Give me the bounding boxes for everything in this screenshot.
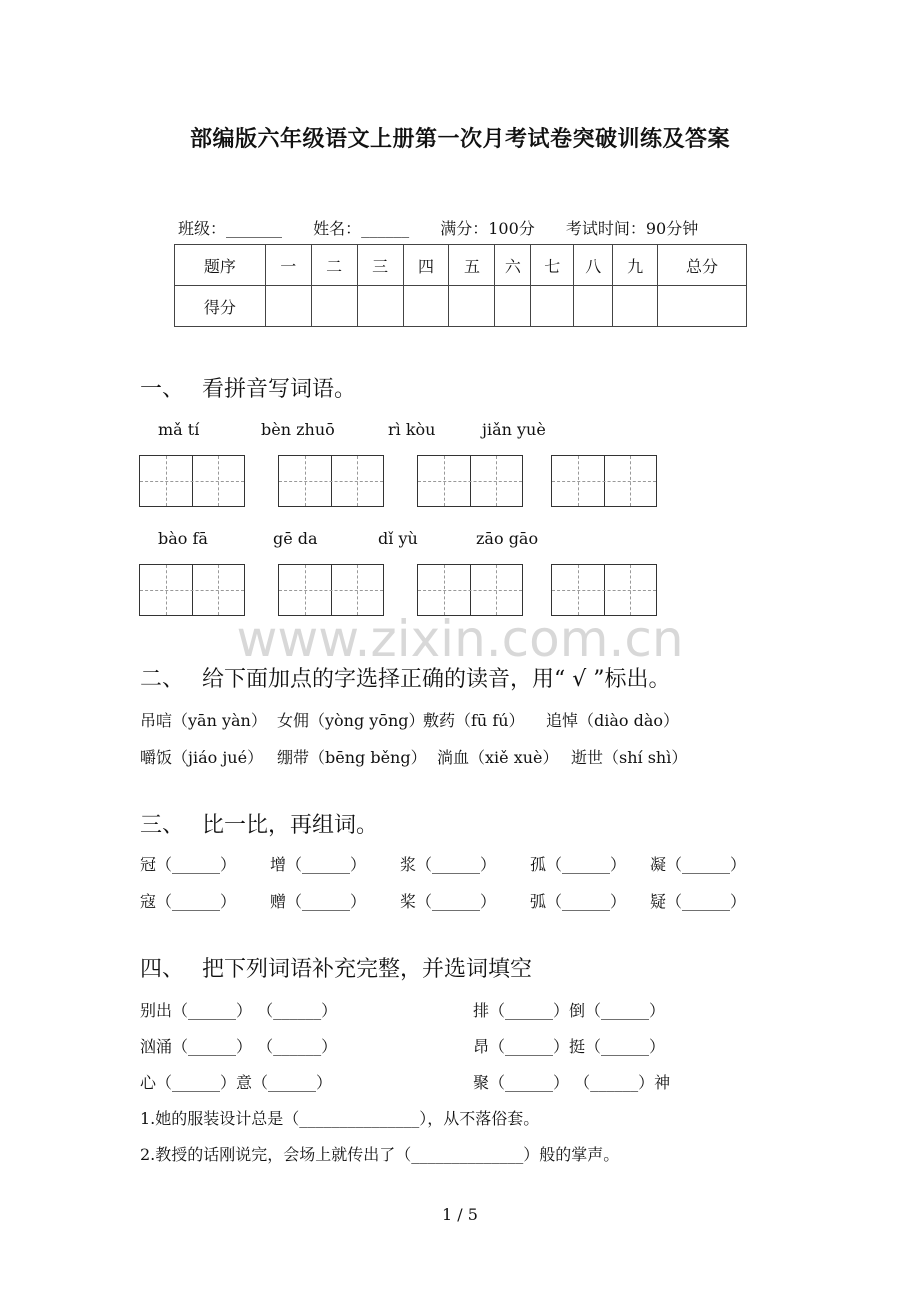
word-item[interactable]: 增（______）	[270, 855, 367, 874]
writing-grid[interactable]	[139, 564, 245, 616]
table-cell: 总分	[658, 245, 747, 286]
pinyin-label: dǐ yù	[378, 529, 418, 548]
page-title: 部编版六年级语文上册第一次月考试卷突破训练及答案	[189, 126, 730, 152]
idiom-item[interactable]: 心（______）意（______）	[140, 1073, 333, 1092]
word-item[interactable]: 疑（______）	[650, 892, 747, 911]
writing-grid[interactable]	[278, 564, 384, 616]
fill-question[interactable]: 2.教授的话刚说完，会场上就传出了（______________）般的掌声。	[140, 1145, 620, 1164]
pinyin-label: bào fā	[158, 529, 208, 548]
score-cell[interactable]	[403, 286, 449, 327]
score-cell[interactable]	[495, 286, 531, 327]
reading-item[interactable]: 绷带（bēng běng）	[277, 748, 427, 767]
section-4-heading	[140, 952, 532, 983]
word-item[interactable]: 桨（______）	[400, 892, 497, 911]
score-cell[interactable]	[574, 286, 613, 327]
word-item[interactable]: 赠（______）	[270, 892, 367, 911]
section-3-heading	[140, 808, 378, 839]
pinyin-label: bèn zhuō	[261, 420, 335, 439]
reading-item[interactable]: 追悼（diào dào）	[546, 711, 680, 730]
reading-row	[140, 708, 679, 731]
pinyin-label: zāo gāo	[476, 529, 539, 548]
reading-row	[140, 745, 687, 768]
pinyin-label: rì kòu	[388, 420, 436, 439]
table-cell: 四	[403, 245, 449, 286]
table-cell: 七	[531, 245, 574, 286]
reading-item[interactable]: 逝世（shí shì）	[571, 748, 688, 767]
idiom-item[interactable]: 汹涌（______） （______）	[140, 1037, 338, 1056]
section-number: 三、	[140, 813, 185, 838]
section-1-heading	[140, 372, 356, 403]
word-item[interactable]: 凝（______）	[650, 855, 747, 874]
table-cell: 九	[613, 245, 658, 286]
section-title: 比一比，再组词。	[202, 813, 379, 838]
writing-grid[interactable]	[417, 564, 523, 616]
table-cell: 三	[357, 245, 403, 286]
score-cell[interactable]	[357, 286, 403, 327]
word-item[interactable]: 寇（______）	[140, 892, 237, 911]
score-table-score-row	[175, 286, 747, 327]
table-cell: 题序	[175, 245, 266, 286]
table-cell: 六	[495, 245, 531, 286]
section-title: 把下列词语补充完整，并选词填空	[202, 957, 533, 982]
word-row	[140, 889, 746, 912]
reading-item[interactable]: 吊唁（yān yàn）	[140, 711, 267, 730]
writing-grid[interactable]	[417, 455, 523, 507]
writing-grid[interactable]	[278, 455, 384, 507]
score-cell[interactable]	[265, 286, 311, 327]
section-title: 给下面加点的字选择正确的读音，用“ √ ”标出。	[202, 667, 671, 692]
section-2-heading	[140, 662, 671, 693]
page-number: 1 / 5	[442, 1205, 478, 1224]
reading-item[interactable]: 女佣（yòng yōng）	[277, 711, 425, 730]
idiom-item[interactable]: 昂（______）挺（______）	[473, 1037, 666, 1056]
class-field: 班级：_______	[178, 219, 283, 238]
exam-info	[178, 216, 698, 239]
idiom-item[interactable]: 别出（______） （______）	[140, 1001, 338, 1020]
table-cell: 一	[265, 245, 311, 286]
reading-item[interactable]: 淌血（xiě xuè）	[437, 748, 559, 767]
fill-question[interactable]: 1.她的服装设计总是（_______________），从不落俗套。	[140, 1109, 540, 1128]
reading-item[interactable]: 敷药（fū fú）	[423, 711, 525, 730]
word-item[interactable]: 冠（______）	[140, 855, 237, 874]
word-row	[140, 852, 746, 875]
section-number: 二、	[140, 667, 185, 692]
section-number: 一、	[140, 377, 185, 402]
word-item[interactable]: 孤（______）	[530, 855, 627, 874]
table-cell: 二	[311, 245, 357, 286]
score-table	[174, 244, 747, 327]
score-cell[interactable]	[311, 286, 357, 327]
section-number: 四、	[140, 957, 185, 982]
writing-grid[interactable]	[551, 564, 657, 616]
score-cell[interactable]	[658, 286, 747, 327]
writing-grid[interactable]	[139, 455, 245, 507]
score-cell[interactable]	[613, 286, 658, 327]
table-cell: 得分	[175, 286, 266, 327]
writing-grid[interactable]	[551, 455, 657, 507]
pinyin-label: gē da	[273, 529, 318, 548]
table-cell: 五	[449, 245, 495, 286]
score-table-header-row	[175, 245, 747, 286]
name-field: 姓名：______	[313, 219, 410, 238]
pinyin-label: jiǎn yuè	[482, 420, 546, 439]
score-cell[interactable]	[449, 286, 495, 327]
score-cell[interactable]	[531, 286, 574, 327]
word-item[interactable]: 浆（______）	[400, 855, 497, 874]
idiom-item[interactable]: 排（______）倒（______）	[473, 1001, 666, 1020]
section-title: 看拼音写词语。	[202, 377, 357, 402]
watermark: www.zixin.com.cn	[236, 610, 684, 668]
idiom-item[interactable]: 聚（______） （______）神	[473, 1073, 671, 1092]
word-item[interactable]: 弧（______）	[530, 892, 627, 911]
exam-time: 考试时间：90分钟	[565, 219, 699, 238]
pinyin-label: mǎ tí	[158, 420, 200, 439]
table-cell: 八	[574, 245, 613, 286]
reading-item[interactable]: 嚼饭（jiáo jué）	[140, 748, 264, 767]
full-score: 满分：100分	[440, 219, 535, 238]
